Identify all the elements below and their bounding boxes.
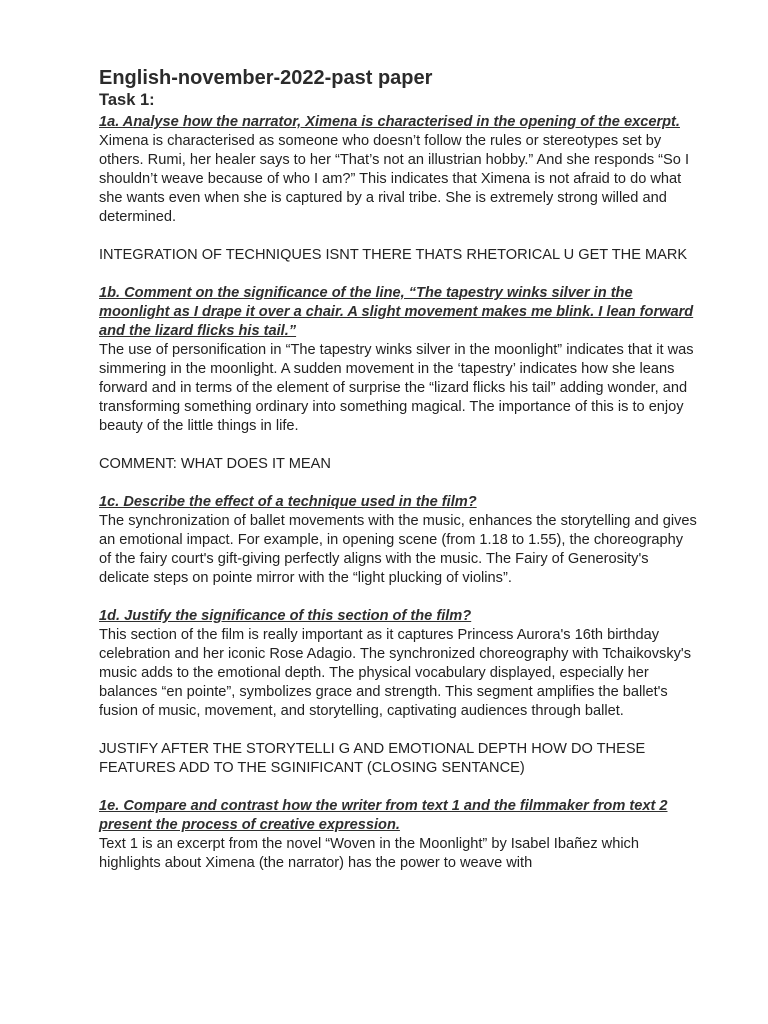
paragraph-gap	[99, 436, 699, 455]
comment-1a: INTEGRATION OF TECHNIQUES ISNT THERE THATS RHETORICAL U GET THE MARK	[99, 247, 688, 263]
comment-1b: COMMENT: WHAT DOES IT MEAN	[99, 456, 331, 472]
question-1c: 1c. Describe the effect of a technique used in the film?	[99, 494, 477, 510]
document-content	[99, 66, 699, 873]
comment-1d: JUSTIFY AFTER THE STORYTELLI G AND EMOTIONAL DEPTH HOW DO THESE FEATURES ADD TO THE SGINIFICANT (CLOSING SENTANCE)	[99, 741, 646, 776]
question-1d: 1d. Justify the significance of this section of the film?	[99, 608, 472, 624]
task-heading: Task 1:	[99, 91, 155, 109]
answer-1b: The use of personification in “The tapestry winks silver in the moonlight” indicates that it was simmering in the moonlight. A sudden movement in the ‘tapestry’ indicates how she leans forward and in terms of the element of surprise the “lizard flicks his tail” adding wonder, and transforming something ordinary into something magical. The importance of this is to enjoy beauty of the little things in life.	[99, 342, 694, 434]
answer-1d: This section of the film is really important as it captures Princess Aurora's 16th birthday celebration and her iconic Rose Adagio. The synchronized choreography with Tchaikovsky's music adds to the emotional depth. The physical vocabulary displayed, especially her balances “en pointe”, symbolizes grace and strength. This segment amplifies the ballet's fusion of music, movement, and storytelling, captivating audiences through ballet.	[99, 627, 692, 719]
question-1a: 1a. Analyse how the narrator, Ximena is characterised in the opening of the excerpt.	[99, 114, 680, 130]
answer-1a: Ximena is characterised as someone who doesn’t follow the rules or stereotypes set by others. Rumi, her healer says to her “That’s not an illustrian hobby.” And she responds “So I shouldn’t weave because of who I am?” This indicates that Ximena is not afraid to do what she wants even when she is captured by a rival tribe. She is extremely strong willed and determined.	[99, 133, 689, 225]
paragraph-gap	[99, 227, 699, 246]
paragraph-gap	[99, 588, 699, 607]
paragraph-gap	[99, 474, 699, 493]
answer-1c: The synchronization of ballet movements with the music, enhances the storytelling and gives an emotional impact. For example, in opening scene (from 1.18 to 1.55), the choreography of the fairy court's gift-giving perfectly aligns with the music. The Fairy of Generosity's delicate steps on pointe mirror with the “light plucking of violins”.	[99, 513, 697, 586]
question-1b: 1b. Comment on the significance of the line, “The tapestry winks silver in the moonlight as I drape it over a chair. A slight movement makes me blink. I lean forward and the lizard flicks his tail.”	[99, 285, 694, 339]
paragraph-gap	[99, 265, 699, 284]
paragraph-gap	[99, 721, 699, 740]
document-title: English-november-2022-past paper	[99, 67, 433, 89]
paragraph-gap	[99, 778, 699, 797]
answer-1e: Text 1 is an excerpt from the novel “Woven in the Moonlight” by Isabel Ibañez which highlights about Ximena (the narrator) has the power to weave with	[99, 836, 639, 871]
question-1e: 1e. Compare and contrast how the writer from text 1 and the filmmaker from text 2 present the process of creative expression.	[99, 798, 668, 833]
